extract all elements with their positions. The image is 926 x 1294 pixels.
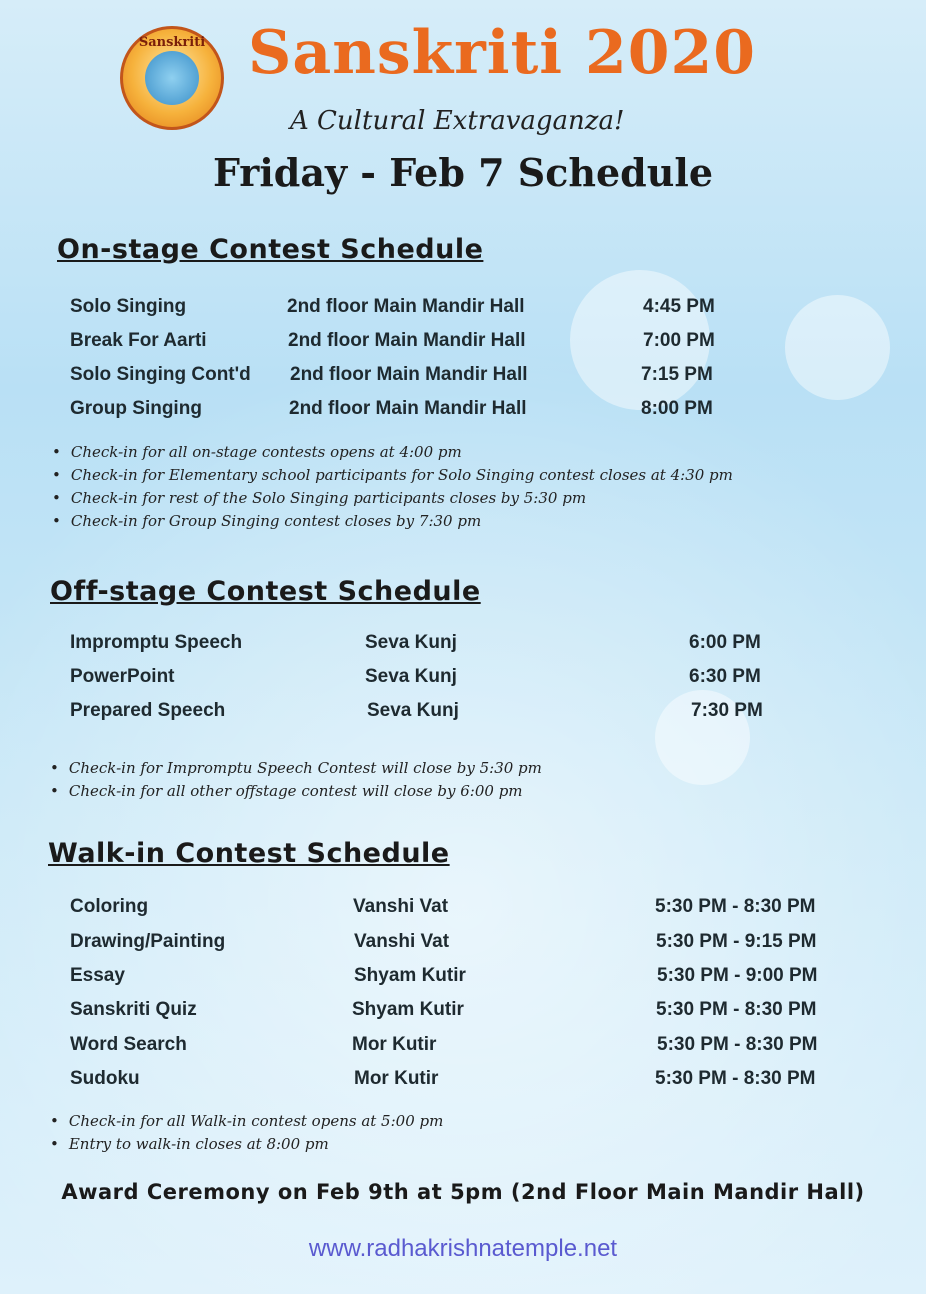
schedule-row <box>0 398 926 428</box>
award-ceremony-note: Award Ceremony on Feb 9th at 5pm (2nd Floor Main Mandir Hall) <box>61 1180 865 1204</box>
schedule-day-title: Friday - Feb 7 Schedule <box>212 150 713 195</box>
event-name: Group Singing <box>70 398 202 419</box>
note-item: • Check-in for all Walk-in contest opens at 5:00 pm <box>50 1110 443 1133</box>
event-location: Vanshi Vat <box>354 931 450 952</box>
event-time: 5:30 PM - 9:15 PM <box>656 931 817 952</box>
event-time: 5:30 PM - 8:30 PM <box>657 1034 818 1055</box>
event-time: 7:30 PM <box>691 700 763 721</box>
event-location: Mor Kutir <box>354 1068 439 1089</box>
event-name: Word Search <box>70 1034 187 1055</box>
event-location: Vanshi Vat <box>353 896 449 917</box>
schedule-row <box>0 700 926 730</box>
schedule-row <box>0 632 926 662</box>
event-time: 5:30 PM - 8:30 PM <box>655 896 816 917</box>
event-name: Drawing/Painting <box>70 931 226 952</box>
event-name: Impromptu Speech <box>70 632 243 653</box>
note-item: • Check-in for rest of the Solo Singing participants closes by 5:30 pm <box>52 487 733 510</box>
onstage-notes <box>52 441 733 533</box>
event-location: 2nd floor Main Mandir Hall <box>289 398 527 419</box>
schedule-row <box>0 1034 926 1064</box>
onstage-heading: On-stage Contest Schedule <box>57 234 484 265</box>
event-location: 2nd floor Main Mandir Hall <box>287 296 525 317</box>
event-time: 5:30 PM - 9:00 PM <box>657 965 818 986</box>
event-location: Shyam Kutir <box>352 999 464 1020</box>
event-time: 5:30 PM - 8:30 PM <box>656 999 817 1020</box>
schedule-row <box>0 999 926 1029</box>
krishna-icon <box>145 51 199 105</box>
schedule-row <box>0 931 926 961</box>
event-time: 5:30 PM - 8:30 PM <box>655 1068 816 1089</box>
event-name: Prepared Speech <box>70 700 226 721</box>
note-item: • Check-in for all other offstage contest will close by 6:00 pm <box>50 780 542 803</box>
event-name: Break For Aarti <box>70 330 207 351</box>
schedule-row <box>0 666 926 696</box>
walkin-heading: Walk-in Contest Schedule <box>48 838 450 869</box>
event-location: Shyam Kutir <box>354 965 466 986</box>
website-link[interactable]: www.radhakrishnatemple.net <box>308 1235 618 1262</box>
note-item: • Entry to walk-in closes at 8:00 pm <box>50 1133 443 1156</box>
event-location: Seva Kunj <box>365 632 457 653</box>
event-name: Sanskriti Quiz <box>70 999 197 1020</box>
event-location: Mor Kutir <box>352 1034 437 1055</box>
event-time: 7:00 PM <box>643 330 715 351</box>
schedule-row <box>0 896 926 926</box>
offstage-notes <box>50 757 542 803</box>
event-name: Essay <box>70 965 125 986</box>
event-location: 2nd floor Main Mandir Hall <box>290 364 528 385</box>
event-location: Seva Kunj <box>365 666 457 687</box>
event-time: 7:15 PM <box>641 364 713 385</box>
event-location: 2nd floor Main Mandir Hall <box>288 330 526 351</box>
schedule-row <box>0 364 926 394</box>
schedule-row <box>0 330 926 360</box>
event-location: Seva Kunj <box>367 700 459 721</box>
page-title: Sanskriti 2020 <box>248 18 756 88</box>
event-time: 6:00 PM <box>689 632 761 653</box>
offstage-heading: Off-stage Contest Schedule <box>50 576 481 607</box>
sanskriti-logo <box>120 26 224 130</box>
event-name: Solo Singing Cont'd <box>70 364 251 385</box>
event-time: 4:45 PM <box>643 296 715 317</box>
schedule-row <box>0 1068 926 1098</box>
event-name: Coloring <box>70 896 149 917</box>
schedule-row <box>0 296 926 326</box>
schedule-row <box>0 965 926 995</box>
page-subtitle: A Cultural Extravaganza! <box>290 106 625 136</box>
note-item: • Check-in for Impromptu Speech Contest will close by 5:30 pm <box>50 757 542 780</box>
event-time: 6:30 PM <box>689 666 761 687</box>
event-name: PowerPoint <box>70 666 175 687</box>
logo-text: Sanskriti <box>138 35 206 50</box>
note-item: • Check-in for Group Singing contest closes by 7:30 pm <box>52 510 733 533</box>
event-name: Solo Singing <box>70 296 187 317</box>
walkin-notes <box>50 1110 443 1156</box>
event-name: Sudoku <box>70 1068 140 1089</box>
event-time: 8:00 PM <box>641 398 713 419</box>
note-item: • Check-in for Elementary school participants for Solo Singing contest closes at 4:30 pm <box>52 464 733 487</box>
note-item: • Check-in for all on-stage contests opens at 4:00 pm <box>52 441 733 464</box>
